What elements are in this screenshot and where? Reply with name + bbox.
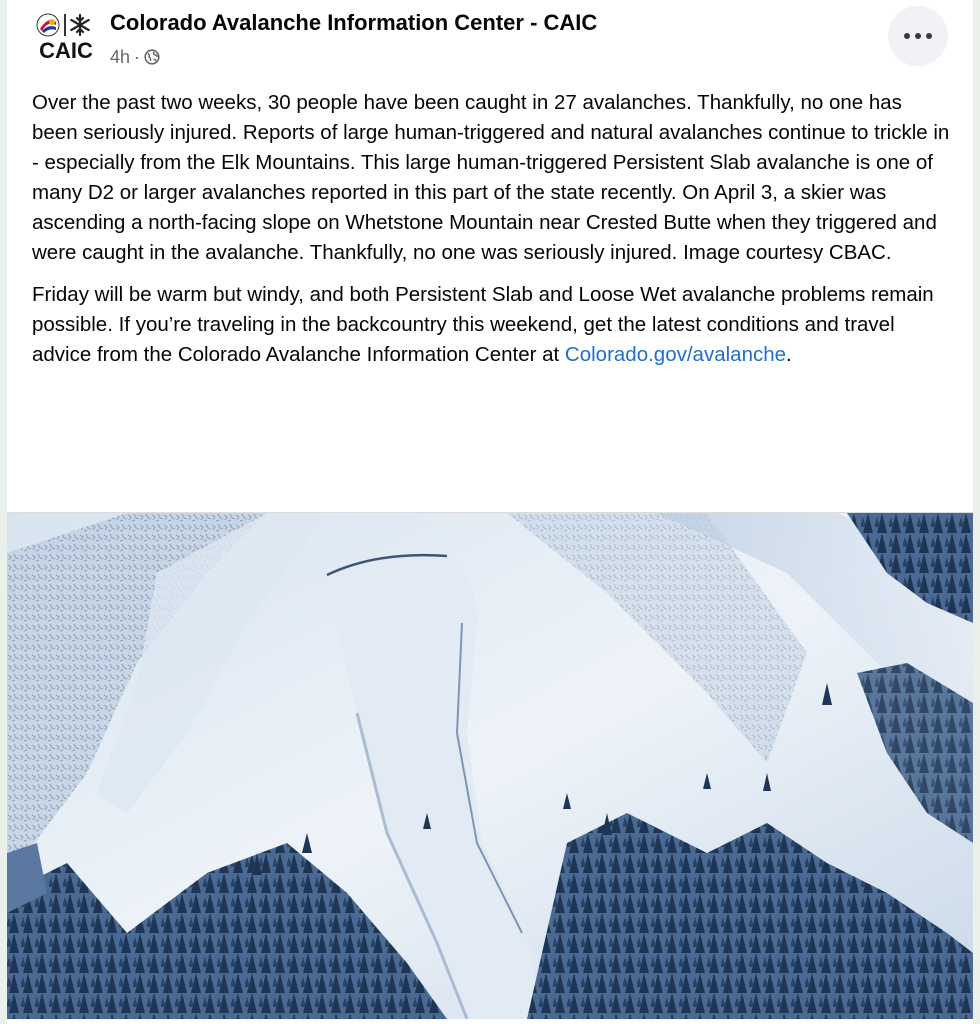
avalanche-photo-image: [7, 513, 973, 1019]
post-paragraph: Over the past two weeks, 30 people have been caught in 27 avalanches. Thankfully, no one has been seriously injured. Reports of large human-triggered and natural avalanches continue to trickle in - especially from the Elk Mountains. This large human-triggered Persistent Slab avalanche is one of many D2 or larger avalanches reported in this part of the state recently. On April 3, a skier was ascending a north-facing slope on Whetstone Mountain near Crested Butte when they triggered and were caught in the avalanche. Thankfully, no one was seriously injured. Image courtesy CBAC.: [32, 91, 950, 264]
caic-logo-icon: [35, 12, 97, 38]
paragraph-end: .: [786, 343, 792, 366]
paragraph-text: Friday will be warm but windy, and both Persistent Slab and Loose Wet avalanche problems remain possible. If you’re traveling in the backcountry this weekend, get the latest conditions and travel advice from the Colorado Avalanche Information Center at: [32, 283, 934, 366]
more-dot: [915, 33, 921, 39]
post-header: [7, 0, 973, 80]
more-options-button[interactable]: [888, 6, 948, 66]
page-avatar[interactable]: [31, 10, 101, 66]
more-dot: [926, 33, 932, 39]
post-meta: [110, 45, 160, 69]
post-timestamp[interactable]: 4h: [110, 46, 131, 67]
more-horizontal-icon: [904, 33, 910, 39]
post-card: [7, 0, 973, 1024]
meta-separator: ·: [134, 46, 141, 67]
post-paragraph: [32, 280, 952, 370]
avalanche-site-link[interactable]: Colorado.gov/avalanche: [564, 343, 787, 366]
post-photo[interactable]: [7, 512, 973, 1019]
globe-icon[interactable]: [144, 49, 160, 65]
logo-text: CAIC: [39, 38, 93, 63]
post-message: [32, 88, 952, 382]
page-name-link[interactable]: Colorado Avalanche Information Center - CAIC: [110, 10, 598, 35]
